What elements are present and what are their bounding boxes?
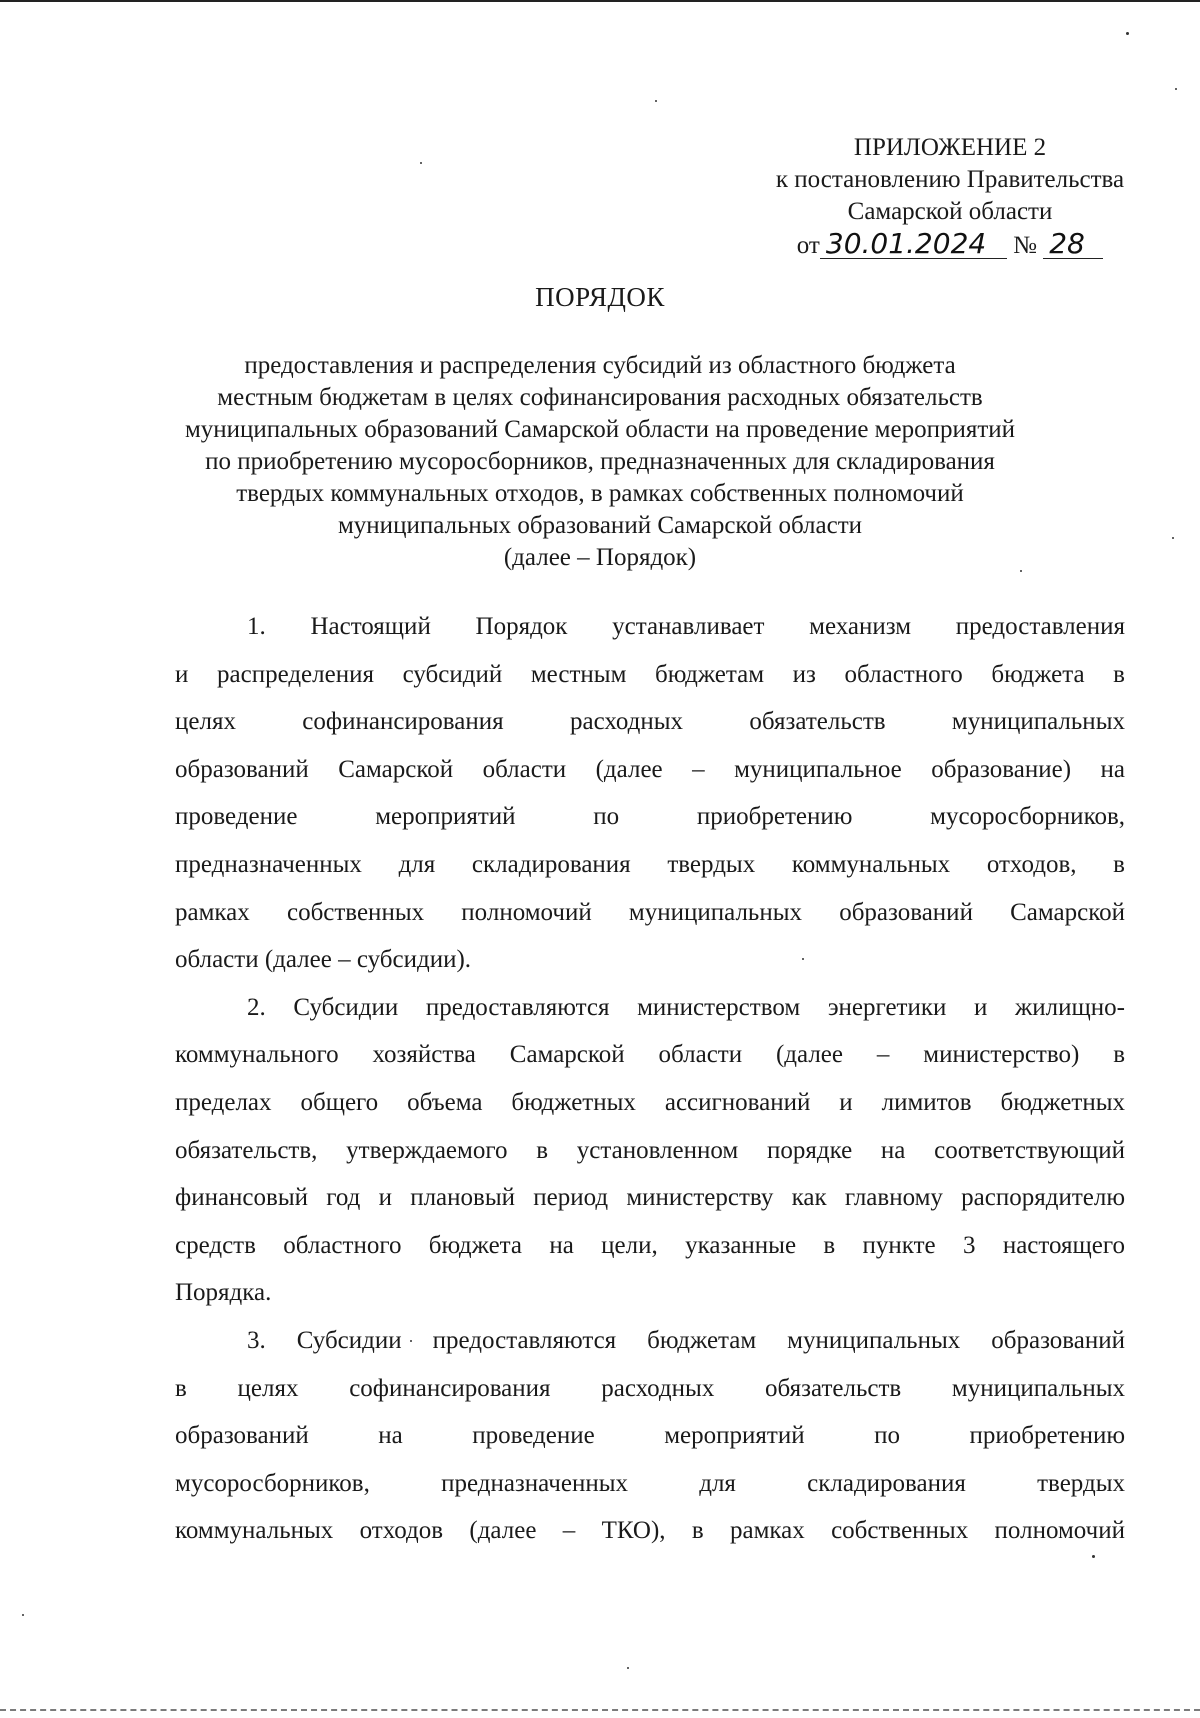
text-line: мусоросборников, предназначенных для складирования твердых <box>175 1469 1125 1497</box>
scan-speck <box>655 100 657 102</box>
document-body <box>175 603 1125 1555</box>
subtitle-line: твердых коммунальных отходов, в рамках собственных полномочий <box>236 480 964 507</box>
text-line: и распределения субсидий местным бюджетам из областного бюджета в <box>175 660 1125 688</box>
text-line: пределах общего объема бюджетных ассигнований и лимитов бюджетных <box>175 1088 1125 1116</box>
handwritten-number: 28 <box>1043 230 1103 259</box>
scan-speck <box>1126 32 1129 35</box>
text-line: области (далее – субсидии). <box>175 946 472 974</box>
text-line: образований на проведение мероприятий по приобретению <box>175 1422 1125 1450</box>
text-line: в целях софинансирования расходных обязательств муниципальных <box>175 1374 1125 1402</box>
text-line: 3. Субсидии предоставляются бюджетам муниципальных образований <box>247 1326 1125 1354</box>
subtitle-line: муниципальных образований Самарской области <box>337 512 863 539</box>
paragraph-3 <box>175 1317 1125 1555</box>
text-line: средств областного бюджета на цели, указанные в пункте 3 настоящего <box>175 1231 1125 1259</box>
document-subtitle <box>150 350 1050 574</box>
scan-speck <box>1172 537 1174 539</box>
text-line: Порядка. <box>175 1279 272 1307</box>
scan-speck <box>627 1667 629 1669</box>
paragraph-2 <box>175 984 1125 1317</box>
subtitle-line: по приобретению мусоросборников, предназначенных для складирования <box>205 448 995 475</box>
appendix-header <box>740 132 1160 262</box>
text-line: проведение мероприятий по приобретению мусоросборников, <box>175 803 1125 831</box>
text-line: 1. Настоящий Порядок устанавливает механизм предоставления <box>247 613 1125 640</box>
text-line: обязательств, утверждаемого в установленном порядке на соответствующий <box>175 1136 1125 1164</box>
appendix-line-2: Самарской области <box>847 198 1053 225</box>
scan-speck <box>1092 1555 1095 1558</box>
scan-edge-top <box>0 0 1200 2</box>
document-title: ПОРЯДОК <box>535 282 665 312</box>
subtitle-line: предоставления и распределения субсидий из областного бюджета <box>244 352 956 379</box>
subtitle-line: (далее – Порядок) <box>503 544 697 571</box>
date-prefix: от <box>796 232 820 259</box>
scan-edge-bottom <box>0 1709 1200 1711</box>
number-sign: № <box>1013 232 1037 259</box>
text-line: 2. Субсидии предоставляются министерством энергетики и жилищно- <box>247 993 1125 1021</box>
subtitle-line: муниципальных образований Самарской области на проведение мероприятий <box>184 416 1016 443</box>
appendix-line-1: к постановлению Правительства <box>775 166 1125 193</box>
subtitle-line: местным бюджетам в целях софинансирования расходных обязательств <box>217 384 983 411</box>
scan-speck <box>1175 88 1177 90</box>
text-line: целях софинансирования расходных обязательств муниципальных <box>175 708 1125 736</box>
handwritten-date: 30.01.2024 <box>820 230 1007 259</box>
scan-speck <box>420 162 422 164</box>
scan-speck <box>22 1614 24 1616</box>
text-line: коммунальных отходов (далее – ТКО), в рамках собственных полномочий <box>175 1517 1125 1545</box>
text-line: финансовый год и плановый период министерству как главному распорядителю <box>175 1184 1125 1212</box>
text-line: образований Самарской области (далее – муниципальное образование) на <box>175 755 1125 783</box>
appendix-date-line <box>740 227 1160 262</box>
paragraph-1 <box>175 603 1125 984</box>
text-line: рамках собственных полномочий муниципальных образований Самарской <box>175 898 1125 926</box>
text-line: предназначенных для складирования твердых коммунальных отходов, в <box>175 850 1125 878</box>
appendix-title: ПРИЛОЖЕНИЕ 2 <box>853 134 1047 161</box>
text-line: коммунального хозяйства Самарской области (далее – министерство) в <box>175 1041 1125 1069</box>
